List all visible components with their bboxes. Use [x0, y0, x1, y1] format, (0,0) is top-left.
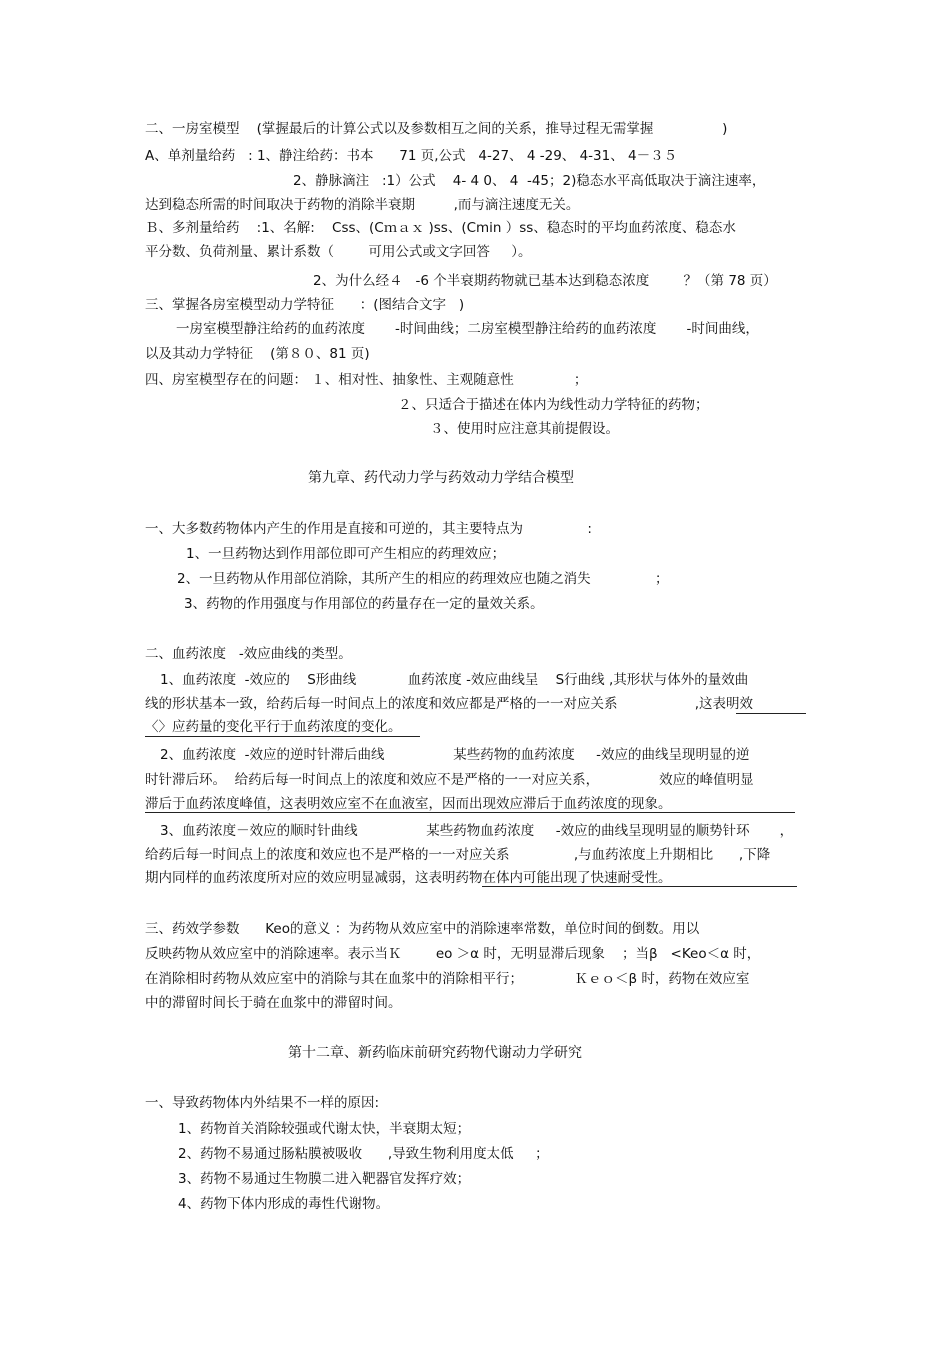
- chapter-heading-12: 第十二章、新药临床前研究药物代谢动力学研究: [288, 1045, 582, 1061]
- text-line: ３、使用时应注意其前提假设。: [430, 421, 619, 437]
- text-line: Ｂ、多剂量给药 :1、名解: Css、(Cｍａｘ )ss、(Cmin ）ss、稳态时的平均血药浓度、稳态水: [145, 220, 736, 236]
- list-item: 4、药物下体内形成的毒性代谢物。: [178, 1196, 390, 1212]
- list-item: 1、药物首关消除较强或代谢太快，半衰期太短；: [178, 1121, 471, 1137]
- section-title-compartment-features: 三、掌握各房室模型动力学特征 ：(图结合文字 ): [145, 297, 465, 313]
- text-line: 线的形状基本一致，给药后每一时间点上的浓度和效应都是严格的一一对应关系 ,这表明效: [145, 696, 754, 712]
- list-item: 2、一旦药物从作用部位消除，其所产生的相应的药理效应也随之消失 ；: [177, 571, 669, 587]
- text-line: 给药后每一时间点上的浓度和效应也不是严格的一一对应关系 ,与血药浓度上升期相比 ,下降: [145, 847, 771, 863]
- text-line: 三、药效学参数 Keo的意义 ：为药物从效应室中的消除速率常数，单位时间的倒数。用以: [145, 921, 700, 937]
- text-line: 达到稳态所需的时间取决于药物的消除半衰期 ,而与滴注速度无关。: [145, 197, 580, 213]
- section-title-single-compartment: 二、一房室模型 (掌握最后的计算公式以及参数相互之间的关系，推导过程无需掌握 ): [145, 121, 728, 137]
- list-item: 1、一旦药物达到作用部位即可产生相应的药理效应；: [186, 546, 506, 562]
- text-line: 3、血药浓度－效应的顺时针曲线 某些药物血药浓度 -效应的曲线呈现明显的顺势针环 ，: [160, 823, 794, 839]
- text-line: 2、血药浓度 -效应的逆时针滞后曲线 某些药物的血药浓度 -效应的曲线呈现明显的逆: [160, 747, 750, 763]
- text-line: A、单剂量给药 : 1、静注给药：书本 71 页,公式 4-27、 4 -29、 4-31、 4－３５: [145, 148, 678, 164]
- chapter-heading-9: 第九章、药代动力学与药效动力学结合模型: [308, 470, 574, 486]
- text-line: 2、静脉滴注 :1）公式 4- 4 0、 4 -45；2)稳态水平高低取决于滴注速率，: [293, 173, 766, 189]
- text-line: 〈〉应药量的变化平行于血药浓度的变化。: [145, 719, 402, 735]
- list-item: 3、药物的作用强度与作用部位的药量存在一定的量效关系。: [184, 596, 544, 612]
- text-line: 一房室模型静注给药的血药浓度 -时间曲线；二房室模型静注给药的血药浓度 -时间曲线，: [176, 321, 759, 337]
- underline: [482, 886, 797, 887]
- text-line: 一、大多数药物体内产生的作用是直接和可逆的，其主要特点为 :: [145, 521, 592, 537]
- text-line: 平分数、负荷剂量、累计系数（ 可用公式或文字回答 ）。: [145, 244, 532, 260]
- text-line: 中的滞留时间长于骑在血浆中的滞留时间。: [145, 995, 402, 1011]
- text-line: 1、血药浓度 -效应的 S形曲线 血药浓度 -效应曲线呈 S行曲线 ,其形状与体外的量效曲: [160, 672, 749, 688]
- text-line: 时针滞后环。 给药后每一时间点上的浓度和效应不是严格的一一对应关系， 效应的峰值明显: [145, 772, 754, 788]
- text-line: ２、只适合于描述在体内为线性动力学特征的药物；: [398, 397, 709, 413]
- underline: [145, 812, 795, 813]
- list-item: 2、药物不易通过肠粘膜被吸收 ,导致生物利用度太低 ；: [178, 1146, 549, 1162]
- section-title-curve-types: 二、血药浓度 -效应曲线的类型。: [145, 646, 352, 662]
- text-line: 2、为什么经４ -6 个半衰期药物就已基本达到稳态浓度 ？（第 78 页）: [313, 273, 777, 289]
- text-line: 一、导致药物体内外结果不一样的原因:: [145, 1095, 380, 1111]
- text-line: 在消除相时药物从效应室中的消除与其在血浆中的消除相平行； Ｋｅｏ＜β 时，药物在效应室: [145, 971, 750, 987]
- text-line: 反映药物从效应室中的消除速率。表示当Ｋ eo ＞α 时，无明显滞后现象 ；当β <Keo＜α 时，: [145, 946, 761, 962]
- section-title-model-problems: 四、房室模型存在的问题： １、相对性、抽象性、主观随意性 ；: [145, 372, 588, 388]
- list-item: 3、药物不易通过生物膜二进入靶器官发挥疗效；: [178, 1171, 471, 1187]
- underline: [736, 713, 806, 714]
- text-line: 期内同样的血药浓度所对应的效应明显减弱，这表明药物在体内可能出现了快速耐受性。: [145, 870, 672, 886]
- text-line: 滞后于血药浓度峰值，这表明效应室不在血液室，因而出现效应滞后于血药浓度的现象。: [145, 796, 672, 812]
- underline: [145, 736, 420, 737]
- text-line: 以及其动力学特征 (第８０、81 页): [145, 346, 370, 362]
